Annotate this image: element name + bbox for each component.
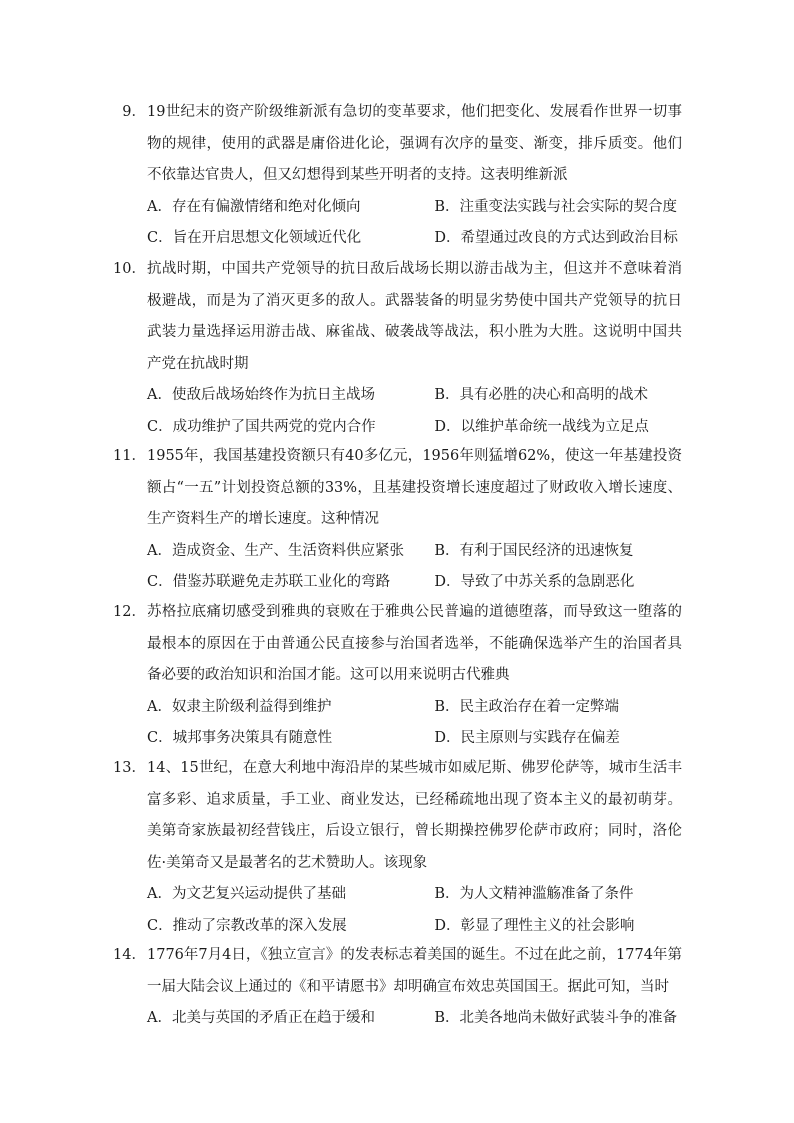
question-stem <box>112 97 682 192</box>
question-number: 13． <box>113 760 146 776</box>
option-c[interactable]: C．成功维护了国共两党的党内合作 <box>147 418 376 435</box>
option-c[interactable]: C．推动了宗教改革的深入发展 <box>147 917 347 934</box>
question-number: 12． <box>113 604 146 620</box>
question-text: 19世纪末的资产阶级维新派有急切的变革要求，他们把变化、发展看作世界一切事物的规律，使用的武器是庸俗进化论，强调有次序的量变、渐变，排斥质变。他们不依靠达官贵人，但又幻想得到某些开明者的支持。这表明维新派 <box>147 104 682 183</box>
option-b[interactable]: B．注重变法实践与社会实际的契合度 <box>434 198 677 215</box>
option-b[interactable]: B．北美各地尚未做好武装斗争的准备 <box>434 1010 677 1026</box>
options <box>112 1003 682 1035</box>
question-10 <box>112 254 682 443</box>
question-number: 10． <box>113 261 146 277</box>
question-text: 苏格拉底痛切感受到雅典的衰败在于雅典公民普遍的道德堕落，而导致这一堕落的最根本的原因在于由普通公民直接参与治国者选举，不能确保选举产生的治国者具备必要的政治知识和治国才能。这可以用来说明古代雅典 <box>147 604 682 683</box>
question-9 <box>112 97 682 255</box>
question-11 <box>112 441 682 599</box>
option-a[interactable]: A．奴隶主阶级利益得到维护 <box>147 698 332 715</box>
options <box>112 380 682 443</box>
option-a[interactable]: A．造成资金、生产、生活资料供应紧张 <box>147 542 404 559</box>
question-stem <box>112 597 682 692</box>
question-stem <box>112 753 682 879</box>
options <box>112 692 682 755</box>
question-text: 14、15世纪，在意大利地中海沿岸的某些城市如威尼斯、佛罗伦萨等，城市生活丰富多彩、追求质量，手工业、商业发达，已经稀疏地出现了资本主义的最初萌芽。美第奇家族最初经营钱庄，后设立银行，曾长期操控佛罗伦萨市政府；同时，洛伦佐·美第奇又是最著名的艺术赞助人。该现象 <box>147 760 682 871</box>
option-a[interactable]: A．为文艺复兴运动提供了基础 <box>147 886 346 902</box>
question-stem <box>112 441 682 536</box>
option-d[interactable]: D．民主原则与实践存在偏差 <box>434 730 620 746</box>
question-number: 11． <box>113 448 146 464</box>
option-b[interactable]: B．有利于国民经济的迅速恢复 <box>434 542 634 559</box>
option-b[interactable]: B．民主政治存在着一定弊端 <box>434 698 619 715</box>
question-text: 1955年，我国基建投资额只有40多亿元，1956年则猛增62%，使这一年基建投资额占“一五”计划投资总额的33%，且基建投资增长速度超过了财政收入增长速度、生产资料生产的增长速度。这种情况 <box>147 448 682 527</box>
option-c[interactable]: C．城邦事务决策具有随意性 <box>147 730 333 746</box>
option-c[interactable]: C．旨在开启思想文化领域近代化 <box>147 230 362 246</box>
question-number: 14． <box>113 947 146 963</box>
option-b[interactable]: B．具有必胜的决心和高明的战术 <box>434 387 648 403</box>
option-b[interactable]: B．为人文精神滥觞准备了条件 <box>434 886 634 902</box>
option-d[interactable]: D．彰显了理性主义的社会影响 <box>434 917 635 934</box>
question-12 <box>112 597 682 755</box>
question-stem <box>112 254 682 380</box>
question-text: 抗战时期，中国共产党领导的抗日敌后战场长期以游击战为主，但这并不意味着消极避战，而是为了消灭更多的敌人。武器装备的明显劣势使中国共产党领导的抗日武装力量选择运用游击战、麻雀战、破袭战等战法，积小胜为大胜。这说明中国共产党在抗战时期 <box>147 261 682 372</box>
question-14 <box>112 940 682 1035</box>
option-a[interactable]: A．使敌后战场始终作为抗日主战场 <box>147 387 375 403</box>
option-d[interactable]: D．希望通过改良的方式达到政治目标 <box>434 230 678 246</box>
option-a[interactable]: A．北美与英国的矛盾正在趋于缓和 <box>147 1010 375 1026</box>
option-c[interactable]: C．借鉴苏联避免走苏联工业化的弯路 <box>147 574 391 590</box>
option-a[interactable]: A．存在有偏激情绪和绝对化倾向 <box>147 198 361 215</box>
question-number: 9． <box>122 104 146 120</box>
question-stem <box>112 940 682 1003</box>
question-13 <box>112 753 682 942</box>
options <box>112 879 682 942</box>
option-d[interactable]: D．导致了中苏关系的急剧恶化 <box>434 574 635 590</box>
option-d[interactable]: D．以维护革命统一战线为立足点 <box>434 418 649 435</box>
options <box>112 192 682 255</box>
options <box>112 536 682 599</box>
question-text: 1776年7月4日，《独立宣言》的发表标志着美国的诞生。不过在此之前，1774年第一届大陆会议上通过的《和平请愿书》却明确宣布效忠英国国王。据此可知，当时 <box>147 947 682 995</box>
